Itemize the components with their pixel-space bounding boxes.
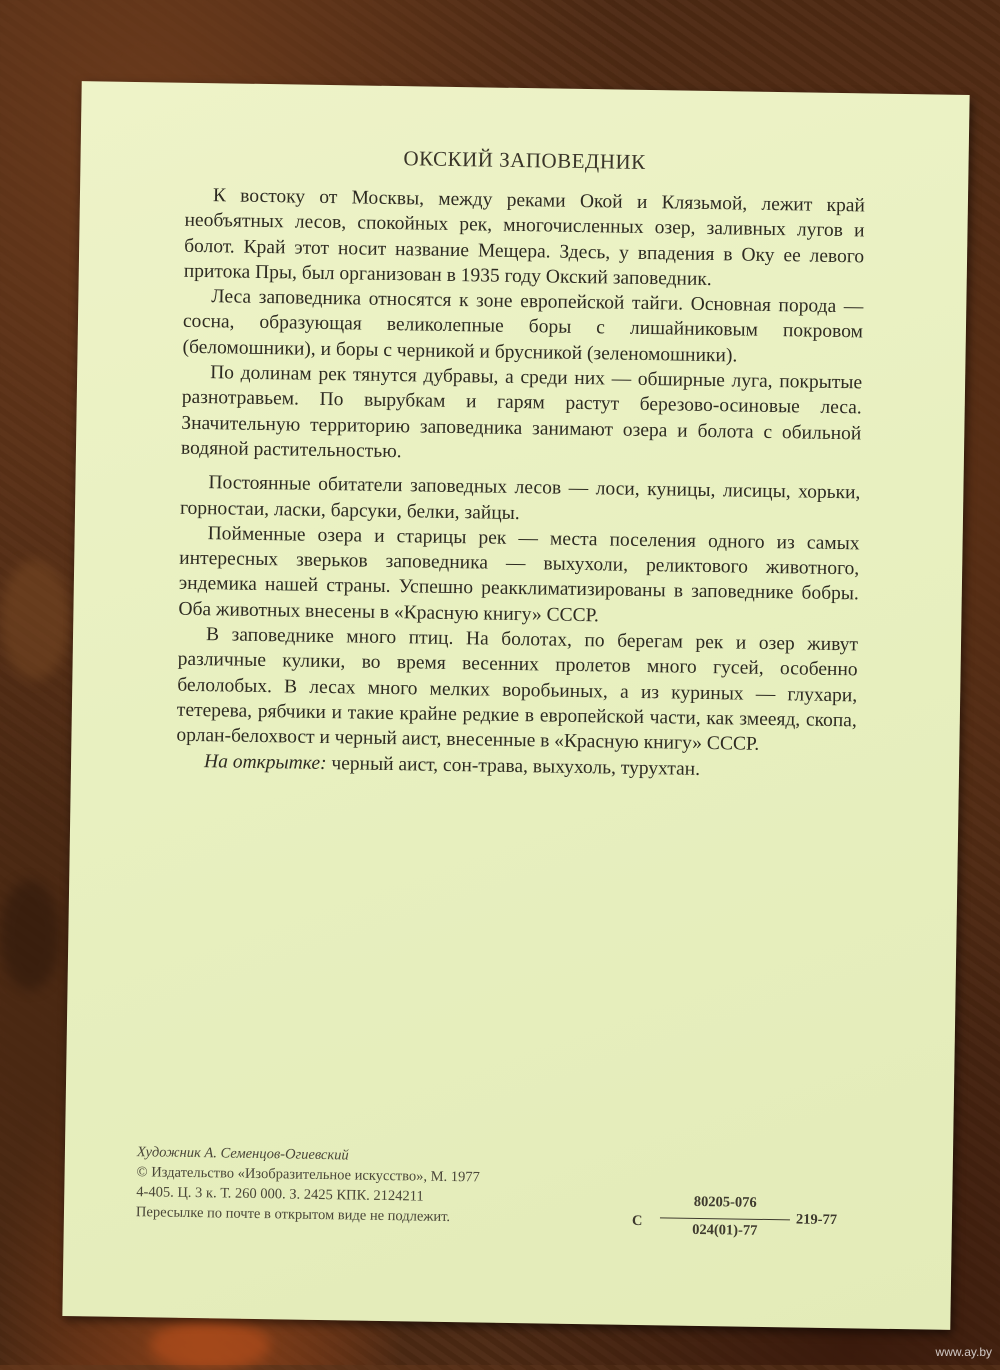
- picture-note-text: черный аист, сон-трава, выхухоль, турухтан.: [326, 752, 701, 780]
- paragraph: По долинам рек тянутся дубравы, а среди них — обширные луга, покрытые разнотравьем. По вырубкам и гарям растут березово-осиновые леса. Значительную территорию заповедника занимают озера и болота с обильной водяной растительностью.: [180, 362, 863, 463]
- carpet-pattern: [0, 880, 60, 990]
- site-watermark: www.ay.by: [935, 1345, 992, 1359]
- postcard-description: [176, 183, 865, 784]
- paragraph: В заповеднике много птиц. На болотах, по берегам рек и озер живут различные кулики, во время весенних пролетов много гусей, особенно белолобых. В лесах много мелких воробьиных, а из куриных — глухари, тетерева, рябчики и такие крайне редкие в европейской части, как змееяд, скопа, орлан-белохвост и черный аист, внесенные в «Красную книгу» СССР.: [176, 624, 859, 756]
- print-info: 4-405. Ц. 3 к. Т. 260 000. З. 2425 КПК. 2124211: [136, 1184, 424, 1205]
- index-suffix: 219-77: [795, 1211, 838, 1229]
- paragraph: Пойменные озера и старицы рек — места поселения одного из самых интересных зверьков заповедника — выхухоли, реликтового животного, эндемика нашей страны. Успешно реакклиматизированы в заповеднике бобры. Оба животных внесены в «Красную книгу» СССР.: [178, 522, 860, 627]
- paragraph: Леса заповедника относятся к зоне европейской тайги. Основная порода — сосна, образующая великолепные боры с лишайниковым покровом (беломошники), и боры с черникой и брусникой (зеленомошники).: [182, 286, 864, 367]
- index-numerator: 80205-076: [693, 1193, 757, 1211]
- picture-note-label: На открытке:: [203, 750, 327, 774]
- mail-note: Пересылке по почте в открытом виде не подлежит.: [135, 1204, 451, 1226]
- index-denominator: 024(01)-77: [692, 1221, 758, 1239]
- paragraph: Постоянные обитатели заповедных лесов — лоси, куницы, лисицы, хорьки, горностаи, ласки, барсуки, белки, зайцы.: [179, 472, 861, 524]
- paragraph: К востоку от Москвы, между реками Окой и Клязьмой, лежит край необъятных лесов, спокойных рек, многочисленных озер, заливных лугов и болот. Край этот носит название Мещера. Здесь, у впадения в Оку ее левого притока Пры, был организован в 1935 году Окский заповедник.: [183, 185, 866, 290]
- postcard-title: ОКСКИЙ ЗАПОВЕДНИК: [403, 146, 646, 174]
- postcard-back: [62, 81, 969, 1330]
- carpet-pattern: [150, 1320, 270, 1370]
- artist-credit: Художник А. Семенцов-Огиевский: [136, 1144, 349, 1164]
- index-prefix: С: [631, 1212, 643, 1230]
- carpet-pattern: [0, 560, 70, 680]
- publisher-line: © Издательство «Изобразительное искусство», М. 1977: [136, 1164, 480, 1186]
